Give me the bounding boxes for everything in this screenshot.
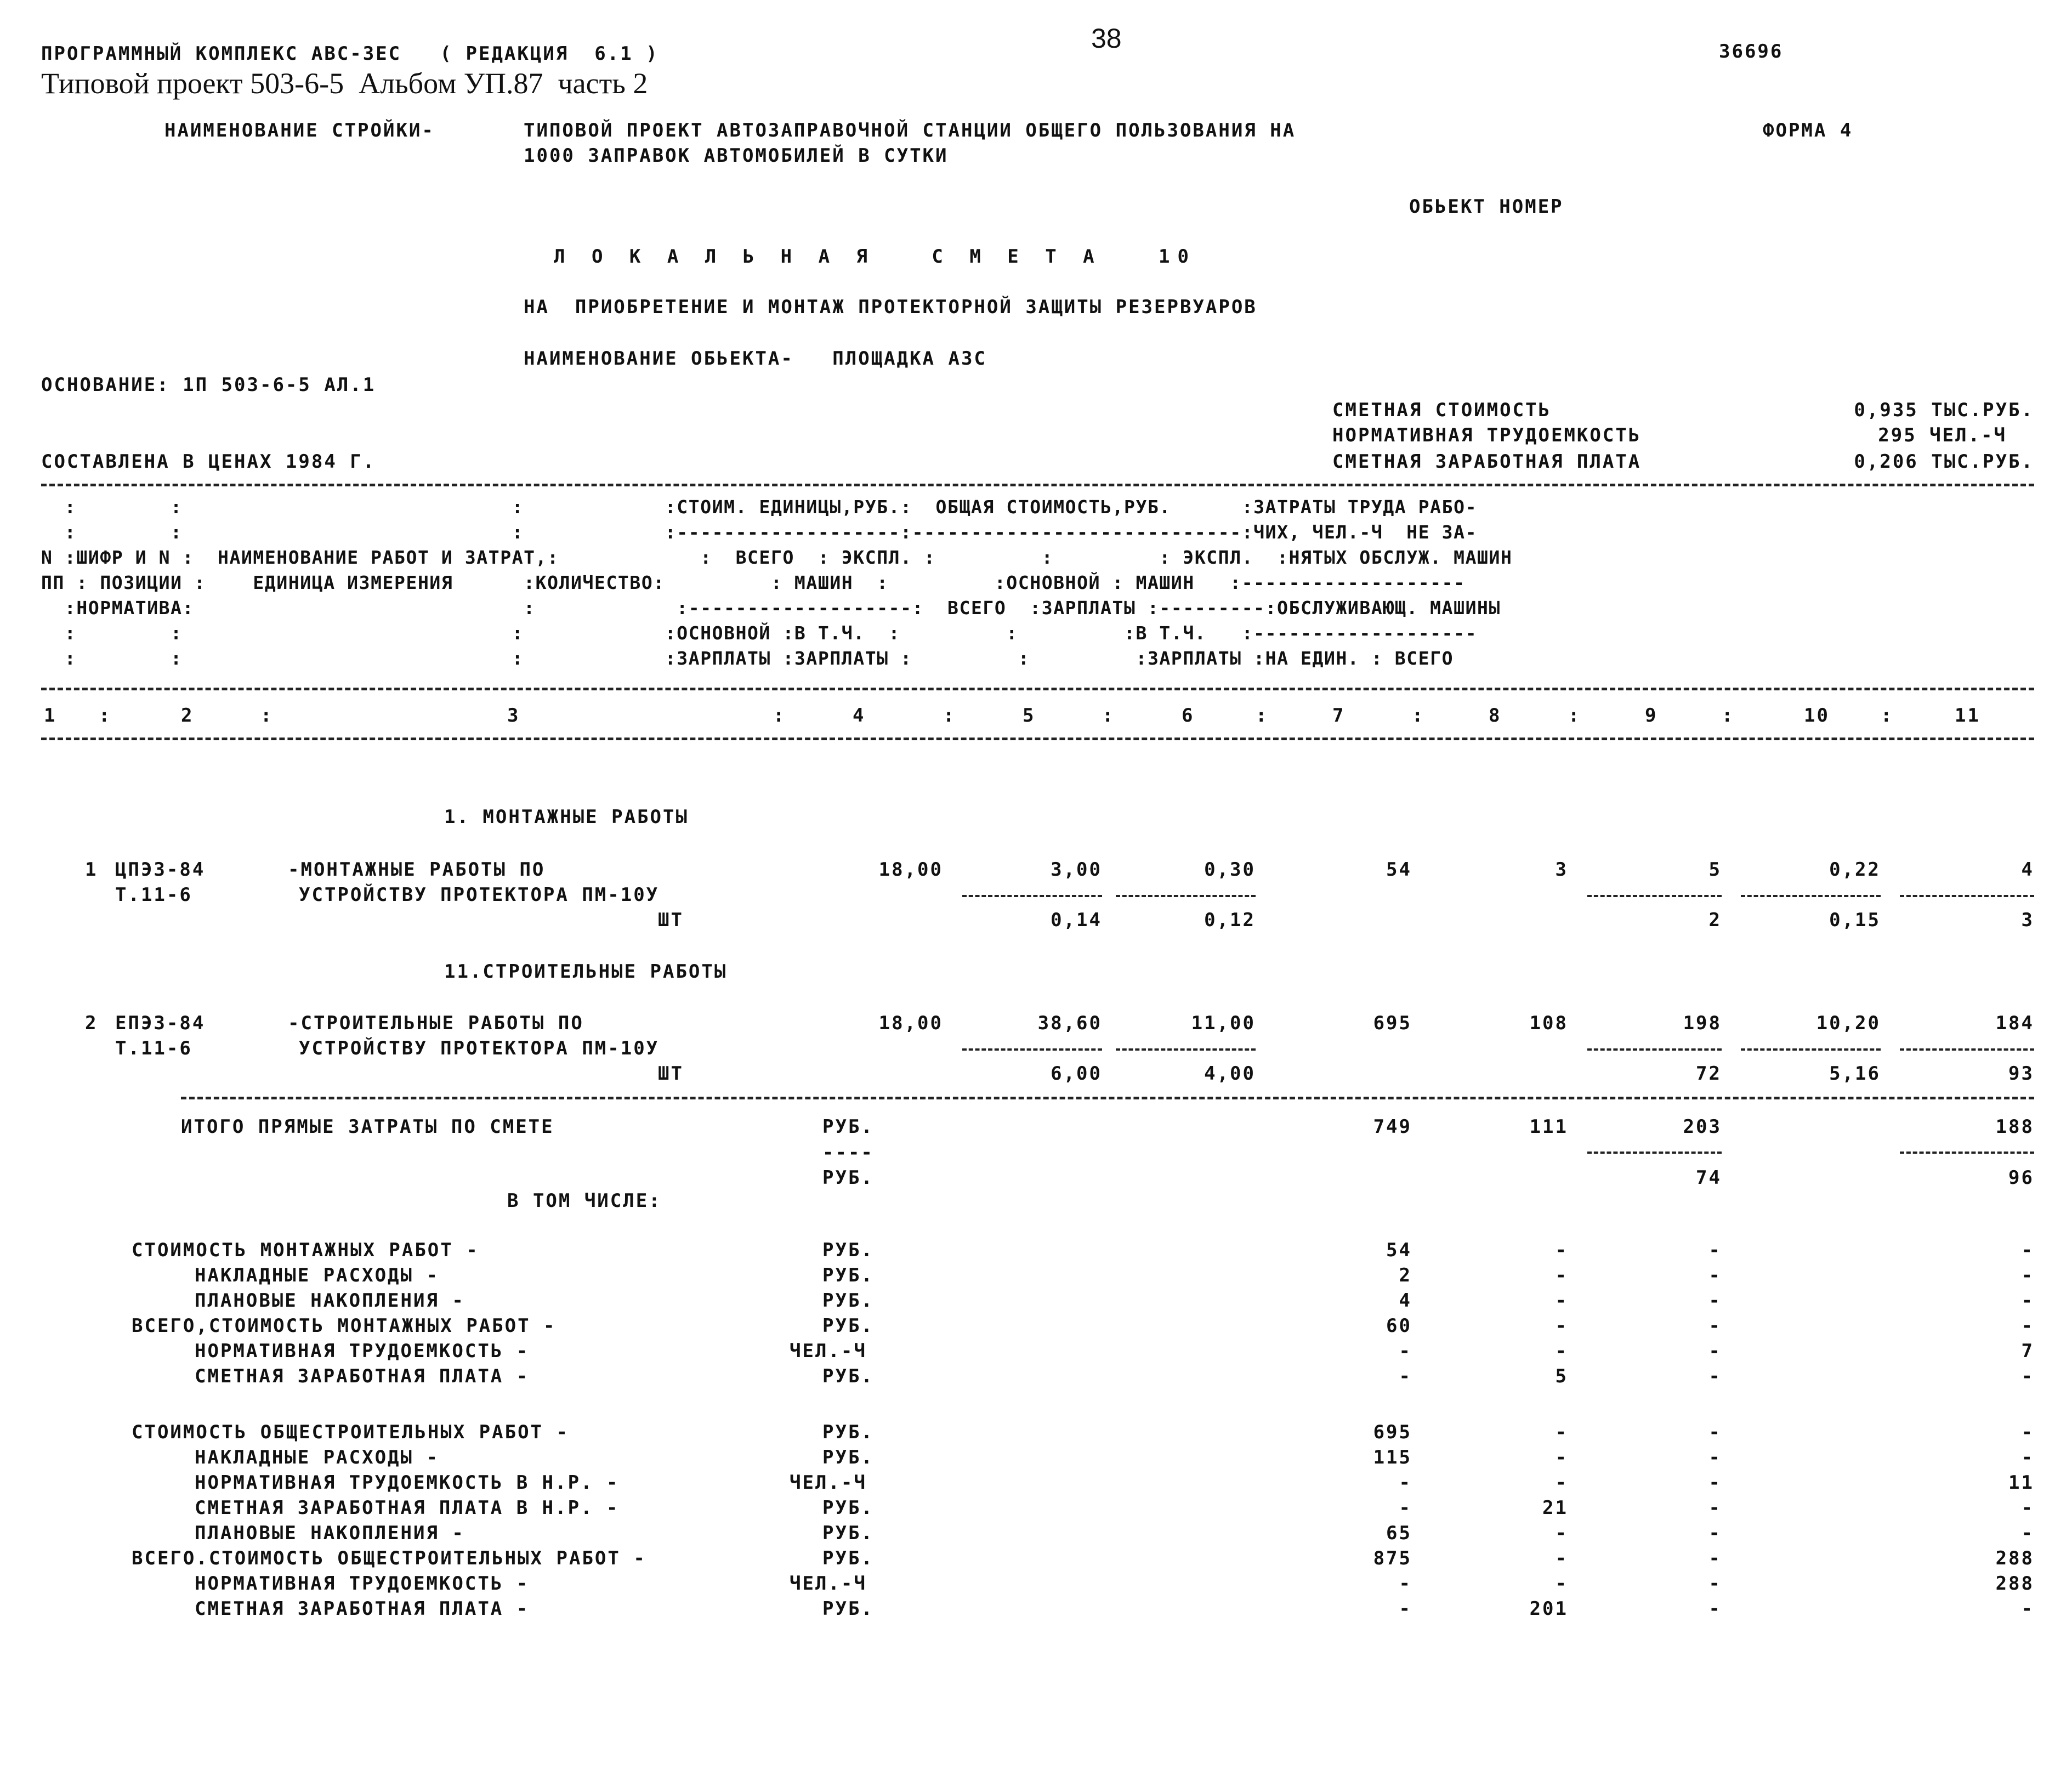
object-name: НАИМЕНОВАНИЕ ОБЬЕКТА- ПЛОЩАДКА АЗС	[524, 348, 987, 370]
breakdown-machines: -	[1708, 1522, 1722, 1544]
row-labor-total: 4	[2021, 859, 2034, 881]
breakdown-machines: -	[1708, 1239, 1722, 1261]
breakdown-label: ВСЕГО,СТОИМОСТЬ МОНТАЖНЫХ РАБОТ -	[132, 1315, 557, 1337]
row-total-wages: 3	[1555, 859, 1568, 881]
breakdown-wages: 201	[1529, 1598, 1568, 1620]
line-text-1: ТИПОВОЙ ПРОЕКТ АВТОЗАПРАВОЧНОЙ СТАНЦИИ ОБЩЕГО ПОЛЬЗОВАНИЯ НА	[524, 120, 1296, 141]
breakdown-unit: РУБ.	[822, 1447, 874, 1468]
table-header-line: : : : :СТОИМ. ЕДИНИЦЫ,РУБ.: ОБЩАЯ СТОИМОСТЬ,РУБ. :ЗАТРАТЫ ТРУДА РАБО-	[41, 496, 1478, 518]
breakdown-label: СТОИМОСТЬ МОНТАЖНЫХ РАБОТ -	[132, 1239, 479, 1261]
breakdown-labor: -	[2021, 1290, 2034, 1312]
summary-value-labor: 295 ЧЕЛ.-Ч	[1878, 424, 2007, 446]
breakdown-unit: РУБ.	[822, 1522, 874, 1544]
row-subrule	[1741, 1048, 1881, 1051]
rows-end-rule	[181, 1097, 2034, 1099]
breakdown-unit: РУБ.	[822, 1421, 874, 1443]
breakdown-total-cost: -	[1399, 1340, 1412, 1362]
row-subrule	[1587, 895, 1722, 897]
form-label: ФОРМА 4	[1763, 120, 1853, 141]
column-number: 11	[1955, 705, 1980, 727]
total-subrule	[1900, 1152, 2034, 1154]
total-unit-dash: ----	[822, 1142, 874, 1164]
breakdown-wages: -	[1555, 1472, 1568, 1494]
total-unit: РУБ.	[822, 1116, 874, 1138]
basis: ОСНОВАНИЕ: 1П 503-6-5 АЛ.1	[41, 374, 376, 396]
table-header-line: ПП : ПОЗИЦИИ : ЕДИНИЦА ИЗМЕРЕНИЯ :КОЛИЧЕСТВО: : МАШИН : :ОСНОВНОЙ : МАШИН :-------------------	[41, 572, 1466, 593]
row-unit-wages: 6,00	[1051, 1063, 1102, 1085]
total-labor: 188	[1995, 1116, 2034, 1138]
breakdown-total-cost: 2	[1399, 1264, 1412, 1286]
row-quantity: 18,00	[878, 1012, 943, 1034]
breakdown-wages: -	[1555, 1340, 1568, 1362]
summary-label-labor: НОРМАТИВНАЯ ТРУДОЕМКОСТЬ	[1332, 424, 1642, 446]
row-unit-machine-wages: 4,00	[1204, 1063, 1256, 1085]
row-machine-wages: 72	[1696, 1063, 1722, 1085]
breakdown-machines: -	[1708, 1447, 1722, 1468]
row-total-cost: 54	[1386, 859, 1412, 881]
breakdown-labor: 288	[1995, 1573, 2034, 1595]
column-separators: :	[773, 705, 786, 727]
column-number: 6	[1182, 705, 1195, 727]
breakdown-labor: -	[2021, 1421, 2034, 1443]
breakdown-total-cost: -	[1399, 1598, 1412, 1620]
breakdown-labor: -	[2021, 1365, 2034, 1387]
section-title: 11.СТРОИТЕЛЬНЫЕ РАБОТЫ	[444, 961, 728, 983]
column-number: 4	[853, 705, 866, 727]
summary-label-wage: СМЕТНАЯ ЗАРАБОТНАЯ ПЛАТА	[1332, 451, 1642, 473]
row-total-wages: 108	[1529, 1012, 1568, 1034]
row-code: ЦПЭЗ-84	[115, 859, 206, 881]
breakdown-unit: ЧЕЛ.-Ч	[790, 1340, 867, 1362]
breakdown-total-cost: -	[1399, 1573, 1412, 1595]
column-separators: :	[260, 705, 274, 727]
total-machines: 203	[1683, 1116, 1722, 1138]
breakdown-label: СМЕТНАЯ ЗАРАБОТНАЯ ПЛАТА В Н.Р. -	[195, 1497, 620, 1519]
breakdown-label: НАКЛАДНЫЕ РАСХОДЫ -	[195, 1447, 439, 1468]
column-separators: :	[99, 705, 112, 727]
table-header-line: : : : :ЗАРПЛАТЫ :ЗАРПЛАТЫ : : :ЗАРПЛАТЫ :НА ЕДИН. : ВСЕГО	[41, 648, 1454, 669]
row-unit-machine-wages: 0,12	[1204, 909, 1256, 931]
breakdown-total-cost: 54	[1386, 1239, 1412, 1261]
line-text-2: 1000 ЗАПРАВОК АВТОМОБИЛЕЙ В СУТКИ	[524, 145, 949, 167]
estimate-title: Л О К А Л Ь Н А Я С М Е Т А 10	[554, 246, 1196, 268]
breakdown-unit: ЧЕЛ.-Ч	[790, 1573, 867, 1595]
row-machine-wages: 2	[1708, 909, 1722, 931]
table-header-line: : : : :-------------------:----------------------------:ЧИХ, ЧЕЛ.-Ч НЕ ЗА-	[41, 521, 1478, 543]
breakdown-unit: ЧЕЛ.-Ч	[790, 1472, 867, 1494]
summary-label-cost: СМЕТНАЯ СТОИМОСТЬ	[1332, 399, 1551, 421]
including-label: В ТОМ ЧИСЛЕ:	[507, 1190, 662, 1212]
breakdown-wages: -	[1555, 1264, 1568, 1286]
breakdown-wages: -	[1555, 1522, 1568, 1544]
column-separators: :	[1412, 705, 1425, 727]
breakdown-labor: 288	[1995, 1547, 2034, 1569]
breakdown-unit: РУБ.	[822, 1497, 874, 1519]
row-total-cost: 695	[1373, 1012, 1412, 1034]
document-code: 36696	[1719, 41, 1784, 63]
row-name-line2: УСТРОЙСТВУ ПРОТЕКТОРА ПМ-10У	[299, 884, 660, 906]
breakdown-machines: -	[1708, 1264, 1722, 1286]
row-number: 2	[85, 1012, 98, 1034]
breakdown-labor: 7	[2021, 1340, 2034, 1362]
row-subrule	[1116, 1048, 1256, 1051]
breakdown-label: СМЕТНАЯ ЗАРАБОТНАЯ ПЛАТА -	[195, 1598, 530, 1620]
breakdown-label: СМЕТНАЯ ЗАРАБОТНАЯ ПЛАТА -	[195, 1365, 530, 1387]
breakdown-labor: -	[2021, 1522, 2034, 1544]
column-number: 7	[1332, 705, 1346, 727]
row-labor-unit: 10,20	[1816, 1012, 1881, 1034]
row-subrule	[1741, 895, 1881, 897]
breakdown-labor: 11	[2008, 1472, 2034, 1494]
row-subrule	[1900, 895, 2034, 897]
breakdown-machines: -	[1708, 1497, 1722, 1519]
row-name-line1: -МОНТАЖНЫЕ РАБОТЫ ПО	[288, 859, 546, 881]
row-operator-labor-total: 93	[2008, 1063, 2034, 1085]
breakdown-wages: -	[1555, 1547, 1568, 1569]
row-unit-wages: 0,14	[1051, 909, 1102, 931]
row-subrule	[1116, 895, 1256, 897]
table-header-line: : : : :ОСНОВНОЙ :В Т.Ч. : : :В Т.Ч. :-------------------	[41, 622, 1478, 644]
column-number: 10	[1804, 705, 1830, 727]
breakdown-total-cost: -	[1399, 1497, 1412, 1519]
breakdown-machines: -	[1708, 1573, 1722, 1595]
page-number: 38	[1091, 23, 1122, 54]
breakdown-unit: РУБ.	[822, 1264, 874, 1286]
total-machine-wages: 74	[1696, 1167, 1722, 1189]
row-quantity: 18,00	[878, 859, 943, 881]
breakdown-machines: -	[1708, 1315, 1722, 1337]
estimate-subject: НА ПРИОБРЕТЕНИЕ И МОНТАЖ ПРОТЕКТОРНОЙ ЗАЩИТЫ РЕЗЕРВУАРОВ	[524, 296, 1257, 318]
row-name-line1: -СТРОИТЕЛЬНЫЕ РАБОТЫ ПО	[288, 1012, 584, 1034]
total-label: ИТОГО ПРЯМЫЕ ЗАТРАТЫ ПО СМЕТЕ	[181, 1116, 554, 1138]
row-labor-unit: 0,22	[1829, 859, 1881, 881]
section-title: 1. МОНТАЖНЫЕ РАБОТЫ	[444, 806, 689, 828]
row-position: Т.11-6	[115, 1037, 192, 1059]
breakdown-labor: -	[2021, 1497, 2034, 1519]
row-position: Т.11-6	[115, 884, 192, 906]
breakdown-machines: -	[1708, 1421, 1722, 1443]
breakdown-wages: -	[1555, 1447, 1568, 1468]
row-code: ЕПЭЗ-84	[115, 1012, 206, 1034]
breakdown-labor: -	[2021, 1239, 2034, 1261]
column-number-rule	[41, 738, 2034, 740]
column-number: 2	[181, 705, 194, 727]
breakdown-machines: -	[1708, 1598, 1722, 1620]
row-subrule	[1900, 1048, 2034, 1051]
table-top-rule	[41, 484, 2034, 486]
column-separators: :	[1256, 705, 1269, 727]
breakdown-wages: -	[1555, 1239, 1568, 1261]
column-separators: :	[1568, 705, 1581, 727]
breakdown-wages: -	[1555, 1290, 1568, 1312]
breakdown-label: НОРМАТИВНАЯ ТРУДОЕМКОСТЬ -	[195, 1340, 530, 1362]
breakdown-labor: -	[2021, 1598, 2034, 1620]
breakdown-label: СТОИМОСТЬ ОБЩЕСТРОИТЕЛЬНЫХ РАБОТ -	[132, 1421, 569, 1443]
column-separators: :	[1102, 705, 1115, 727]
row-operator-labor-unit: 0,15	[1829, 909, 1881, 931]
total-cost: 749	[1373, 1116, 1412, 1138]
column-separators: :	[943, 705, 956, 727]
column-number: 5	[1023, 705, 1036, 727]
breakdown-machines: -	[1708, 1340, 1722, 1362]
row-total-machines: 198	[1683, 1012, 1722, 1034]
breakdown-unit: РУБ.	[822, 1547, 874, 1569]
row-name-line2: УСТРОЙСТВУ ПРОТЕКТОРА ПМ-10У	[299, 1037, 660, 1059]
row-unit-cost-machines: 11,00	[1191, 1012, 1256, 1034]
row-operator-labor-total: 3	[2021, 909, 2034, 931]
summary-value-cost: 0,935 ТЫС.РУБ.	[1854, 399, 2034, 421]
row-subrule	[1587, 1048, 1722, 1051]
breakdown-labor: -	[2021, 1447, 2034, 1468]
total-operator-labor: 96	[2008, 1167, 2034, 1189]
row-unit: ШТ	[658, 1063, 684, 1085]
breakdown-machines: -	[1708, 1365, 1722, 1387]
breakdown-total-cost: -	[1399, 1472, 1412, 1494]
column-number: 3	[507, 705, 520, 727]
breakdown-label: ПЛАНОВЫЕ НАКОПЛЕНИЯ -	[195, 1290, 465, 1312]
breakdown-total-cost: 60	[1386, 1315, 1412, 1337]
breakdown-total-cost: -	[1399, 1365, 1412, 1387]
breakdown-unit: РУБ.	[822, 1239, 874, 1261]
row-unit-cost-machines: 0,30	[1204, 859, 1256, 881]
breakdown-wages: 21	[1542, 1497, 1568, 1519]
object-number: ОБЬЕКТ НОМЕР	[1409, 196, 1564, 218]
breakdown-label: ПЛАНОВЫЕ НАКОПЛЕНИЯ -	[195, 1522, 465, 1544]
program-header: ПРОГРАММНЫЙ КОМПЛЕКС АВС-ЗЕС ( РЕДАКЦИЯ 6.1 )	[41, 43, 659, 65]
table-header-line: N :ШИФР И N : НАИМЕНОВАНИЕ РАБОТ И ЗАТРАТ,: : ВСЕГО : ЭКСПЛ. : : : ЭКСПЛ. :НЯТЫХ ОБСЛУЖ. МАШИН	[41, 547, 1513, 568]
breakdown-unit: РУБ.	[822, 1315, 874, 1337]
prices-year: СОСТАВЛЕНА В ЦЕНАХ 1984 Г.	[41, 451, 376, 473]
column-separators: :	[1881, 705, 1894, 727]
breakdown-total-cost: 115	[1373, 1447, 1412, 1468]
row-operator-labor-unit: 5,16	[1829, 1063, 1881, 1085]
row-total-machines: 5	[1708, 859, 1722, 881]
breakdown-labor: -	[2021, 1264, 2034, 1286]
summary-value-wage: 0,206 ТЫС.РУБ.	[1854, 451, 2034, 473]
table-header-line: :НОРМАТИВА: : :-------------------: ВСЕГО :ЗАРПЛАТЫ :---------:ОБСЛУЖИВАЮЩ. МАШИНЫ	[41, 597, 1501, 619]
breakdown-wages: -	[1555, 1421, 1568, 1443]
row-unit-cost-total: 3,00	[1051, 859, 1102, 881]
breakdown-unit: РУБ.	[822, 1365, 874, 1387]
breakdown-label: НОРМАТИВНАЯ ТРУДОЕМКОСТЬ -	[195, 1573, 530, 1595]
breakdown-label: ВСЕГО.СТОИМОСТЬ ОБЩЕСТРОИТЕЛЬНЫХ РАБОТ -	[132, 1547, 646, 1569]
breakdown-total-cost: 695	[1373, 1421, 1412, 1443]
breakdown-total-cost: 875	[1373, 1547, 1412, 1569]
line-label: НАИМЕНОВАНИЕ СТРОЙКИ-	[164, 120, 435, 141]
breakdown-machines: -	[1708, 1472, 1722, 1494]
project-title: Типовой проект 503-6-5 Альбом УП.87 часть 2	[41, 67, 648, 100]
total-wages: 111	[1529, 1116, 1568, 1138]
row-unit: ШТ	[658, 909, 684, 931]
column-number: 8	[1489, 705, 1502, 727]
breakdown-wages: -	[1555, 1315, 1568, 1337]
breakdown-wages: 5	[1555, 1365, 1568, 1387]
row-number: 1	[85, 859, 98, 881]
row-labor-total: 184	[1995, 1012, 2034, 1034]
breakdown-machines: -	[1708, 1290, 1722, 1312]
table-header-rule	[41, 688, 2034, 690]
row-unit-cost-total: 38,60	[1037, 1012, 1102, 1034]
column-number: 1	[44, 705, 57, 727]
row-subrule	[962, 895, 1102, 897]
breakdown-unit: РУБ.	[822, 1290, 874, 1312]
row-subrule	[962, 1048, 1102, 1051]
breakdown-machines: -	[1708, 1547, 1722, 1569]
total-unit-2: РУБ.	[822, 1167, 874, 1189]
breakdown-labor: -	[2021, 1315, 2034, 1337]
column-number: 9	[1645, 705, 1658, 727]
breakdown-total-cost: 65	[1386, 1522, 1412, 1544]
breakdown-label: НАКЛАДНЫЕ РАСХОДЫ -	[195, 1264, 439, 1286]
breakdown-unit: РУБ.	[822, 1598, 874, 1620]
total-subrule	[1587, 1152, 1722, 1154]
breakdown-label: НОРМАТИВНАЯ ТРУДОЕМКОСТЬ В Н.Р. -	[195, 1472, 620, 1494]
column-separators: :	[1722, 705, 1735, 727]
breakdown-total-cost: 4	[1399, 1290, 1412, 1312]
breakdown-wages: -	[1555, 1573, 1568, 1595]
